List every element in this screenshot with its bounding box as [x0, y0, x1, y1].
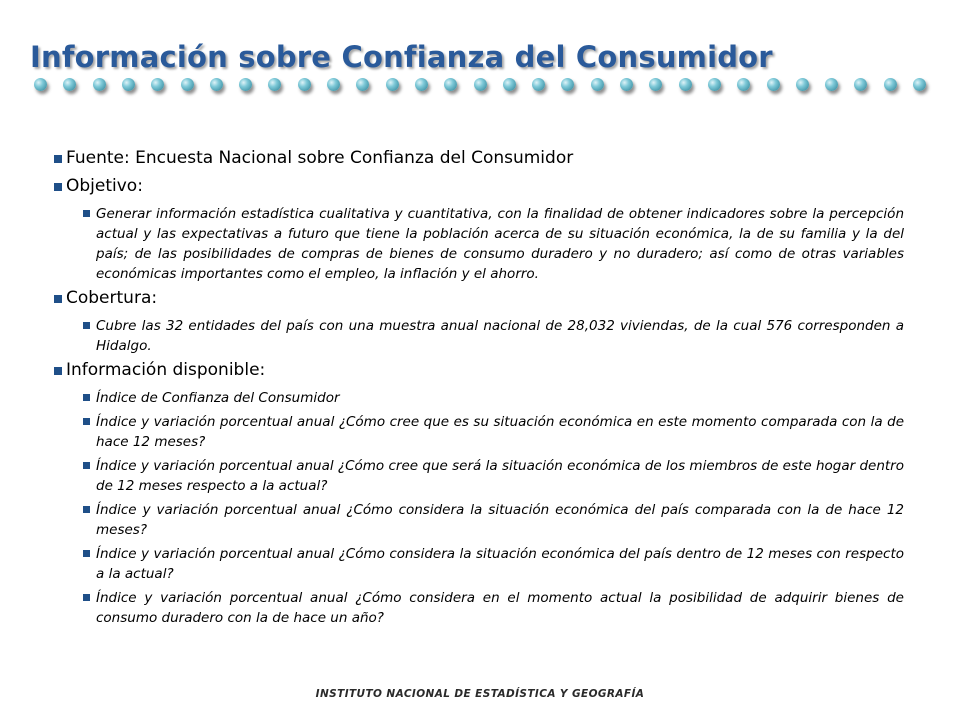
decorative-dot-icon: [151, 78, 164, 91]
square-bullet-icon: [83, 418, 90, 425]
decorative-dot-icon: [239, 78, 252, 91]
decorative-dot-icon: [444, 78, 457, 91]
square-bullet-icon: [54, 295, 62, 303]
decorative-dot-icon: [649, 78, 662, 91]
decorative-dot-icon: [63, 78, 76, 91]
list-item-text: Índice y variación porcentual anual ¿Cómo considera la situación económica del país dentro de 12 meses con respecto a la actual?: [96, 546, 904, 582]
decorative-dot-icon: [854, 78, 867, 91]
square-bullet-icon: [54, 367, 62, 375]
decorative-dot-icon: [327, 78, 340, 91]
list-item: [52, 500, 904, 540]
decorative-dot-icon: [737, 78, 750, 91]
decorative-dot-icon: [503, 78, 516, 91]
section-cobertura: [52, 288, 904, 309]
decorative-dot-icon: [122, 78, 135, 91]
list-item: [52, 316, 904, 356]
decorative-dot-icon: [93, 78, 106, 91]
decorative-dot-icon: [181, 78, 194, 91]
square-bullet-icon: [83, 322, 90, 329]
square-bullet-icon: [83, 462, 90, 469]
section-objetivo: [52, 176, 904, 197]
decorative-dot-icon: [679, 78, 692, 91]
footer-institution-label: INSTITUTO NACIONAL DE ESTADÍSTICA Y GEOGRAFÍA: [315, 688, 645, 700]
square-bullet-icon: [54, 183, 62, 191]
list-item: [52, 456, 904, 496]
list-item-text: Generar información estadística cualitativa y cuantitativa, con la finalidad de obtener indicadores sobre la percepción actual y las expectativas a futuro que tiene la población acerca de su situación económica, la de su familia y la del país; de las posibilidades de compras de bienes de consumo duradero y no duradero; así como de otras variables económicas importantes como el empleo, la inflación y el ahorro.: [96, 206, 904, 282]
square-bullet-icon: [83, 210, 90, 217]
decorative-dot-icon: [386, 78, 399, 91]
list-item-text: Índice y variación porcentual anual ¿Cómo cree que es su situación económica en este momento comparada con la de hace 12 meses?: [96, 414, 904, 450]
square-bullet-icon: [83, 594, 90, 601]
list-item-text: Índice y variación porcentual anual ¿Cómo considera en el momento actual la posibilidad de adquirir bienes de consumo duradero con la de hace un año?: [96, 590, 904, 626]
square-bullet-icon: [83, 550, 90, 557]
decorative-dot-icon: [474, 78, 487, 91]
list-item-text: Índice y variación porcentual anual ¿Cómo cree que será la situación económica de los miembros de este hogar dentro de 12 meses respecto a la actual?: [96, 458, 904, 494]
decorative-dot-icon: [620, 78, 633, 91]
slide-content: [52, 148, 904, 632]
section-heading: Información disponible:: [66, 360, 266, 380]
decorative-dot-icon: [356, 78, 369, 91]
square-bullet-icon: [83, 506, 90, 513]
section-fuente: [52, 148, 904, 169]
square-bullet-icon: [83, 394, 90, 401]
decorative-dot-icon: [561, 78, 574, 91]
decorative-dot-icon: [767, 78, 780, 91]
decorative-dot-icon: [532, 78, 545, 91]
list-item: [52, 412, 904, 452]
decorative-dot-row: [34, 78, 934, 100]
list-item-text: Índice y variación porcentual anual ¿Cómo considera la situación económica del país comparada con la de hace 12 meses?: [96, 502, 904, 538]
section-heading: Cobertura:: [66, 288, 158, 308]
decorative-dot-icon: [34, 78, 47, 91]
list-item-text: Índice de Confianza del Consumidor: [96, 390, 340, 406]
list-item: [52, 544, 904, 584]
decorative-dot-icon: [268, 78, 281, 91]
decorative-dot-icon: [591, 78, 604, 91]
section-heading: Fuente: Encuesta Nacional sobre Confianza del Consumidor: [66, 148, 574, 168]
decorative-dot-icon: [796, 78, 809, 91]
list-item: [52, 204, 904, 284]
list-item: [52, 588, 904, 628]
square-bullet-icon: [54, 155, 62, 163]
decorative-dot-icon: [298, 78, 311, 91]
decorative-dot-icon: [210, 78, 223, 91]
decorative-dot-icon: [825, 78, 838, 91]
decorative-dot-icon: [708, 78, 721, 91]
decorative-dot-icon: [913, 78, 926, 91]
section-informacion-disponible: [52, 360, 904, 381]
slide-title: Información sobre Confianza del Consumidor: [30, 40, 773, 74]
footer: [0, 682, 960, 701]
section-heading: Objetivo:: [66, 176, 143, 196]
list-item-text: Cubre las 32 entidades del país con una muestra anual nacional de 28,032 viviendas, de la cual 576 corresponden a Hidalgo.: [96, 318, 904, 354]
decorative-dot-icon: [884, 78, 897, 91]
list-item: [52, 388, 904, 408]
decorative-dot-icon: [415, 78, 428, 91]
